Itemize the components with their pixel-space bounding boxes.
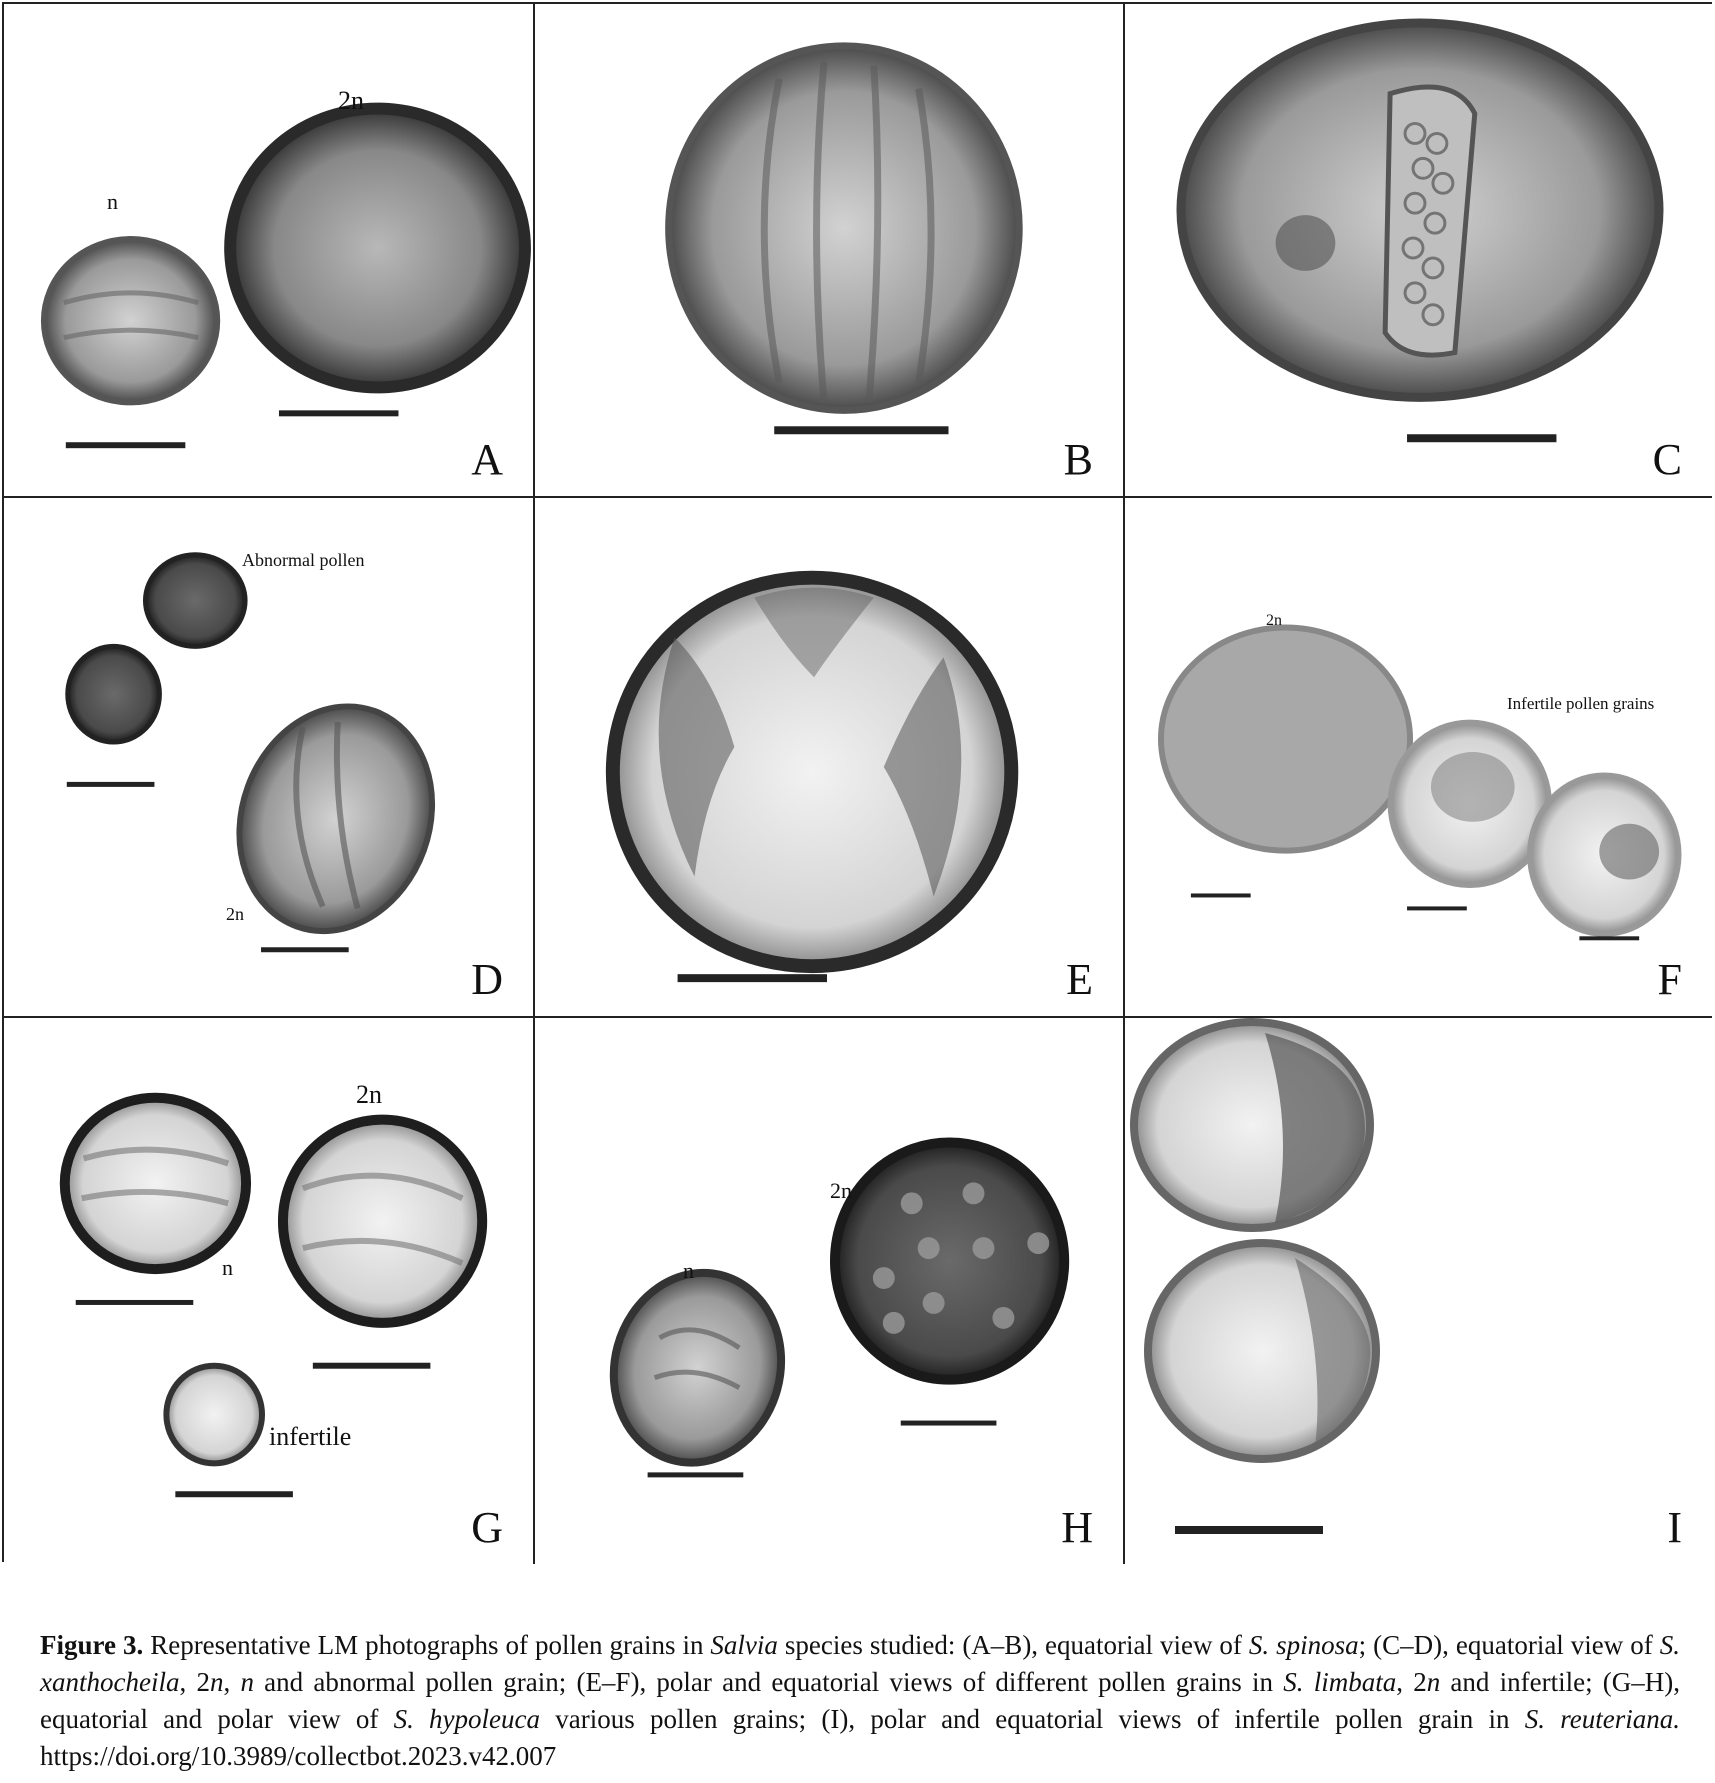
scale-bar [774, 426, 948, 434]
label-2n: 2n [830, 1178, 852, 1203]
scale-bar [313, 1363, 431, 1369]
abnormal-pollen-grain [145, 555, 245, 647]
label-n: n [107, 189, 118, 214]
scale-bar [1175, 1526, 1323, 1534]
scale-bar [261, 947, 349, 952]
scale-bar [66, 442, 186, 448]
panel-h-micrograph [535, 1018, 1123, 1564]
haploid-pollen-grain [65, 1098, 246, 1269]
scale-bar [901, 1421, 997, 1426]
diploid-pollen-grain [835, 1143, 1064, 1380]
panel-i-micrograph [1125, 1018, 1712, 1564]
abnormal-pollen-grain [68, 646, 160, 742]
scale-bar [279, 410, 399, 416]
panel-h [535, 1018, 1125, 1564]
scale-bar [175, 1491, 293, 1497]
panel-a [4, 4, 535, 498]
diploid-pollen-grain [209, 679, 463, 958]
scale-bar [1407, 906, 1467, 910]
diploid-pollen-grain [230, 109, 525, 388]
panel-letter: B [1063, 435, 1093, 484]
diploid-pollen-grain [1161, 628, 1410, 851]
panel-c-micrograph [1125, 4, 1712, 496]
infertile-pollen-grain [166, 1366, 262, 1464]
panel-f-micrograph [1125, 498, 1712, 1016]
panel-letter: C [1652, 435, 1682, 484]
panel-g [4, 1018, 535, 1564]
label-2n: 2n [356, 1080, 382, 1109]
label-abnormal-pollen: Abnormal pollen [242, 550, 365, 570]
pollen-grain [669, 46, 1020, 411]
label-infertile-pollen-grains: Infertile pollen grains [1507, 694, 1655, 713]
panel-letter: G [471, 1503, 503, 1552]
panel-b-micrograph [535, 4, 1123, 496]
label-2n: 2n [338, 86, 364, 115]
figure-label: Figure 3. [40, 1630, 144, 1660]
panel-e [535, 498, 1125, 1018]
scale-bar [1579, 936, 1639, 940]
haploid-pollen-grain [593, 1254, 802, 1482]
panel-i [1125, 1018, 1712, 1564]
panel-letter: H [1061, 1503, 1093, 1552]
doi-link[interactable]: https://doi.org/10.3989/collectbot.2023.v42.007 [40, 1741, 557, 1771]
figure-grid [2, 2, 1712, 1562]
haploid-pollen-grain [44, 239, 217, 402]
diploid-pollen-grain [283, 1120, 482, 1323]
panel-letter: D [471, 955, 503, 1004]
panel-e-micrograph [535, 498, 1123, 1016]
scale-bar [76, 1300, 194, 1305]
panel-d-micrograph [4, 498, 533, 1016]
scale-bar [648, 1472, 744, 1477]
figure-caption: Figure 3. Representative LM photographs of pollen grains in Salvia species studied: (A–B), equatorial view of S. spinosa; (C–D), equatorial view of S. xanthocheila, 2n, n and abnormal pollen grain; (E–F), polar and equatorial views of different pollen grains in S. limbata, 2n and infertile; (G–H), equatorial and polar view of S. hypoleuca various pollen grains; (I), polar and equatorial views of infertile pollen grain in S. reuteriana. https://doi.org/10.3989/collectbot.2023.v42.007 [40, 1630, 1681, 1771]
label-2n: 2n [1266, 612, 1282, 629]
panel-d [4, 498, 535, 1018]
label-n: n [683, 1258, 694, 1283]
panel-letter: F [1657, 955, 1682, 1004]
panel-c [1125, 4, 1712, 498]
label-n: n [222, 1255, 233, 1280]
label-2n: 2n [226, 904, 244, 924]
scale-bar [1191, 893, 1251, 897]
panel-g-micrograph [4, 1018, 533, 1564]
scale-bar [1407, 434, 1556, 442]
scale-bar [678, 974, 827, 982]
panel-f [1125, 498, 1712, 1018]
label-infertile: infertile [269, 1422, 352, 1451]
scale-bar [67, 782, 155, 787]
panel-letter: I [1667, 1503, 1682, 1552]
panel-letter: E [1066, 955, 1093, 1004]
panel-b [535, 4, 1125, 498]
panel-letter: A [471, 435, 503, 484]
panel-a-micrograph [4, 4, 533, 496]
